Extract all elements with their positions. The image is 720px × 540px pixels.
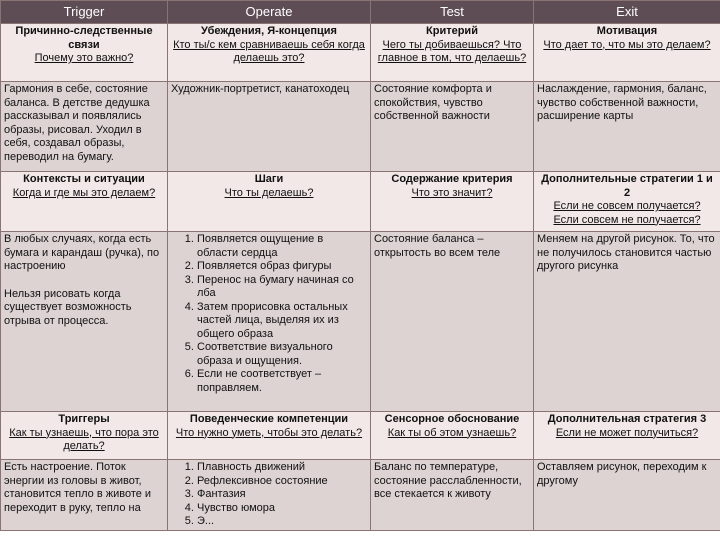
cell-title: Содержание критерия xyxy=(391,173,513,185)
cell-sensory xyxy=(371,412,534,460)
cell-contexts xyxy=(1,172,168,232)
cell-subtitle: Кто ты/с кем сравниваешь себя когда делаешь это? xyxy=(173,38,365,64)
header-operate: Operate xyxy=(168,1,371,24)
body-row-1 xyxy=(1,82,720,172)
cell-body: Состояние баланса – открытость во всем теле xyxy=(371,232,534,412)
body-row-3 xyxy=(1,460,720,531)
cell-subtitle: Что ты делаешь? xyxy=(224,186,314,199)
cell-body xyxy=(168,232,371,412)
context-text: Нельзя рисовать когда существует возможность отрыва от процесса. xyxy=(4,287,132,327)
cell-body: Меняем на другой рисунок. То, что не получилось становится частью другого рисунка xyxy=(534,232,720,412)
header-trigger: Trigger xyxy=(1,1,168,24)
cell-title: Мотивация xyxy=(596,25,658,37)
list-item: 5. Соответствие визуального образа и ощущения. xyxy=(197,341,367,368)
cell-body: Состояние комфорта и спокойствия, чувство собственной важности xyxy=(371,82,534,172)
cell-body: Художник-портретист, канатоходец xyxy=(168,82,371,172)
cell-body xyxy=(1,232,168,412)
cell-title: Шаги xyxy=(254,173,284,185)
cell-extra-strategies xyxy=(534,172,720,232)
cell-title: Контексты и ситуации xyxy=(23,173,145,185)
cell-causal xyxy=(1,24,168,82)
list-item: 5. Э... xyxy=(197,515,367,529)
cell-subtitle: Что это значит? xyxy=(411,186,493,199)
cell-beliefs xyxy=(168,24,371,82)
cell-body: Наслаждение, гармония, баланс, чувство собственной важности, расширение карты xyxy=(534,82,720,172)
cell-title: Дополнительная стратегия 3 xyxy=(547,413,707,425)
cell-subtitle: Чего ты добиваешься? Что главное в том, что делаешь? xyxy=(377,38,527,64)
cell-body: Баланс по температуре, состояние расслабленности, все стекается к животу xyxy=(371,460,534,531)
cell-subtitle: Если не совсем получается? xyxy=(553,200,701,212)
steps-list xyxy=(171,233,367,395)
list-item: 4. Затем прорисовка остальных частей лица, выделяя их из общего образа xyxy=(197,301,367,342)
list-item: 4. Чувство юмора xyxy=(197,502,367,516)
cell-body: Есть настроение. Поток энергии из головы в живот, становится тепло в животе и переходит в руку, тепло на xyxy=(1,460,168,531)
cell-title: Причинно-следственные связи xyxy=(15,25,153,51)
cell-body: Гармония в себе, состояние баланса. В детстве дедушка рассказывал и появлялись образы, рисовал. Уходил в себя, создавал образы, переводил на бумагу. xyxy=(1,82,168,172)
body-row-2 xyxy=(1,232,720,412)
cell-title: Критерий xyxy=(426,25,478,37)
cell-subtitle: Если совсем не получается? xyxy=(553,213,701,226)
cell-subtitle: Что нужно уметь, чтобы это делать? xyxy=(175,426,363,439)
cell-subtitle: Как ты узнаешь, что пора это делать? xyxy=(9,426,159,452)
cell-criterion-content xyxy=(371,172,534,232)
cell-competencies xyxy=(168,412,371,460)
section-row-1 xyxy=(1,24,720,82)
list-item: 1. Плавность движений xyxy=(197,461,367,475)
list-item: 3. Фантазия xyxy=(197,488,367,502)
header-test: Test xyxy=(371,1,534,24)
section-row-2 xyxy=(1,172,720,232)
cell-subtitle: Почему это важно? xyxy=(34,52,134,64)
list-item: 1. Появляется ощущение в области сердца xyxy=(197,233,367,260)
cell-title: Поведенческие компетенции xyxy=(189,413,349,425)
cell-subtitle: Когда и где мы это делаем? xyxy=(12,186,156,199)
cell-steps xyxy=(168,172,371,232)
cell-strategy3 xyxy=(534,412,720,460)
context-text: В любых случаях, когда есть бумага и карандаш (ручка), по настроению xyxy=(4,233,160,272)
list-item: 2. Появляется образ фигуры xyxy=(197,260,367,274)
cell-body: Оставляем рисунок, переходим к другому xyxy=(534,460,720,531)
list-item: 3. Перенос на бумагу начиная со лба xyxy=(197,274,367,301)
list-item: 2. Рефлексивное состояние xyxy=(197,475,367,489)
cell-title: Триггеры xyxy=(58,413,110,425)
cell-subtitle: Если не может получиться? xyxy=(555,426,699,439)
skills-list xyxy=(171,461,367,529)
cell-subtitle: Что дает то, что мы это делаем? xyxy=(543,38,711,51)
cell-subtitle: Как ты об этом узнаешь? xyxy=(387,426,517,439)
header-exit: Exit xyxy=(534,1,720,24)
cell-triggers xyxy=(1,412,168,460)
section-row-3 xyxy=(1,412,720,460)
header-row xyxy=(1,1,720,24)
cell-title: Сенсорное обоснование xyxy=(384,413,520,425)
cell-title: Убеждения, Я-концепция xyxy=(201,25,337,37)
cell-motivation xyxy=(534,24,720,82)
cell-criterion xyxy=(371,24,534,82)
cell-title: Дополнительные стратегии 1 и 2 xyxy=(541,173,713,199)
cell-body xyxy=(168,460,371,531)
list-item: 6. Если не соответствует – поправляем. xyxy=(197,368,367,395)
